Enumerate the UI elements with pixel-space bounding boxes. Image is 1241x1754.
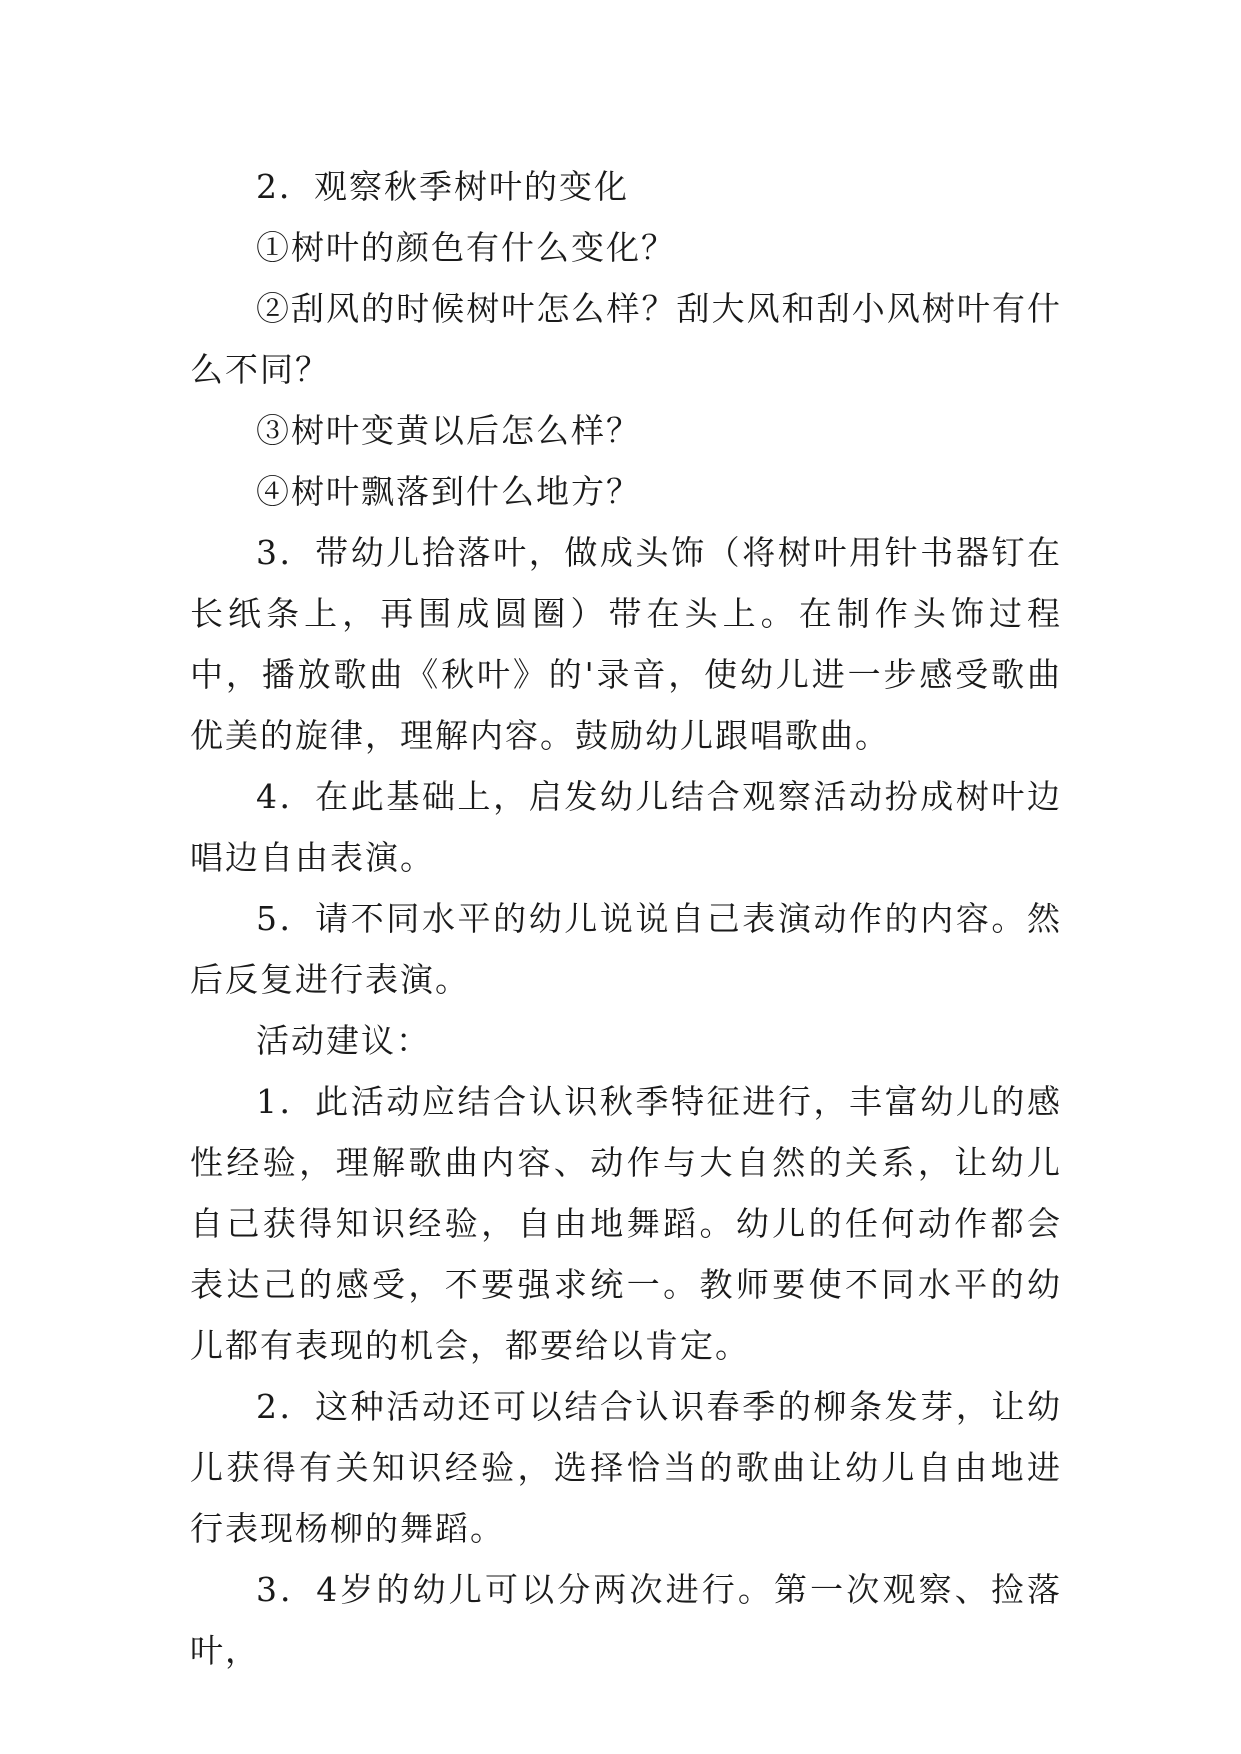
- paragraph-question-3: ③树叶变黄以后怎么样？: [256, 411, 641, 450]
- paragraph-step-2: 2．观察秋季树叶的变化: [256, 167, 629, 206]
- paragraph-suggestion-2: 2．这种活动还可以结合认识春季的柳条发芽，让幼儿获得有关知识经验，选择恰当的歌曲让幼儿自由地进行表现杨柳的舞蹈。: [190, 1387, 1062, 1548]
- paragraph-step-5: 5．请不同水平的幼儿说说自己表演动作的内容。然后反复进行表演。: [190, 899, 1062, 999]
- paragraph-suggestion-3: 3．4岁的幼儿可以分两次进行。第一次观察、捡落叶，: [190, 1570, 1062, 1670]
- paragraph-step-4: 4．在此基础上，启发幼儿结合观察活动扮成树叶边唱边自由表演。: [190, 777, 1062, 877]
- paragraph-question-1: ①树叶的颜色有什么变化？: [256, 228, 676, 267]
- paragraph-question-4: ④树叶飘落到什么地方？: [256, 472, 641, 511]
- paragraph-step-3: 3．带幼儿拾落叶，做成头饰（将树叶用针书器钉在长纸条上，再围成圆圈）带在头上。在制作头饰过程中，播放歌曲《秋叶》的'录音，使幼儿进一步感受歌曲优美的旋律，理解内容。鼓励幼儿跟唱歌曲。: [190, 533, 1062, 755]
- section-heading-suggestions: 活动建议：: [256, 1021, 431, 1060]
- document-body: [190, 156, 1062, 1681]
- paragraph-question-2: ②刮风的时候树叶怎么样？刮大风和刮小风树叶有什么不同？: [190, 289, 1062, 389]
- paragraph-suggestion-1: 1．此活动应结合认识秋季特征进行，丰富幼儿的感性经验，理解歌曲内容、动作与大自然的关系，让幼儿自己获得知识经验，自由地舞蹈。幼儿的任何动作都会表达己的感受，不要强求统一。教师要使不同水平的幼儿都有表现的机会，都要给以肯定。: [190, 1082, 1062, 1365]
